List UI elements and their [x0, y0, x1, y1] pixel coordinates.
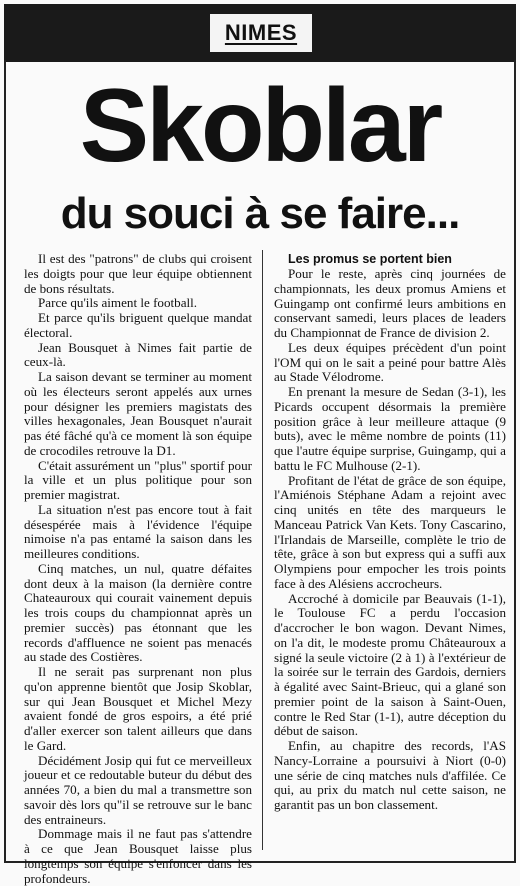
paragraph: En prenant la mesure de Sedan (3-1), les Picards occupent désormais la première position grâce à leur meilleure attaque (9 buts), avec le même nombre de points (11) que l'autre équipe surprise, Guingamp, qui a battu le FC Mulhouse (2-1).	[274, 384, 506, 473]
paragraph: Parce qu'ils aiment le football.	[38, 295, 198, 311]
paragraph: Et parce qu'ils briguent quelque mandat électoral.	[24, 310, 252, 340]
paragraph: Il est des "patrons" de clubs qui croisent les doigts pour que leur équipe obtiennent de bons résultats.	[24, 251, 252, 296]
paragraph: Il ne serait pas surprenant non plus qu'on apprenne bientôt que Josip Skoblar, sur qui Jean Bousquet et Michel Mezy avaient fondé de gros espoirs, a été prié d'aller exercer son talent ailleurs que dans le Gard.	[24, 664, 252, 753]
section-label-text: NIMES	[224, 20, 298, 45]
subheadline: du souci à se faire...	[60, 189, 460, 238]
paragraph: Décidément Josip qui fut ce merveilleux joueur et ce redoutable buteur du début des années 70, a bien du mal a transmettre son savoir dès lors qu"il se retrouve sur le banc des entraineurs.	[24, 752, 252, 827]
paragraph: La situation n'est pas encore tout à fait désespérée mais à l'évidence l'équipe nimoise n'a pas entamé la saison dans les meilleures conditions.	[24, 501, 252, 561]
right-column	[274, 252, 506, 813]
paragraph: Cinq matches, un nul, quatre défaites dont deux à la maison (la dernière contre Chateauroux qui courait vainement depuis les trois coups du championnat après un premier succès) pas étonnant que les records d'affluence ne soient pas menacés au stade des Costières.	[24, 560, 252, 665]
paragraph: C'était assurément un "plus" sportif pour la ville et un plus politique pour son premier magistrat.	[24, 457, 252, 502]
paragraph: Accroché à domicile par Beauvais (1-1), le Toulouse FC a perdu l'occasion d'accrocher le bon wagon. Devant Nimes, on l'a dit, le modeste promu Châteauroux a signé la seule victoire (2 à 1) à l'extérieur de la soirée sur le terrain des Gardois, derniers à égalité avec Saint-Brieuc, qui a glané son premier point de la saison à Saint-Ouen, contre le Red Star (1-1), autre déception du début de saison.	[274, 590, 506, 739]
paragraph: Les deux équipes précèdent d'un point l'OM qui on le sait a peiné pour battre Alès au Stade Vélodrome.	[274, 339, 506, 385]
paragraph: Pour le reste, après cinq journées de championnats, les deux promus Amiens et Guingamp ont confirmé leurs ambitions en conservant samedi, leurs places de leaders du Championnat de France de division 2.	[274, 266, 506, 340]
column-divider	[262, 250, 263, 850]
section-subtitle: Les promus se portent bien	[288, 252, 452, 266]
paragraph: Profitant de l'état de grâce de son équipe, l'Amiénois Stéphane Adam a rejoint avec cinq unités en tête des marqueurs le Manceau Patrick Van Kets. Tony Cascarino, l'Irlandais de Marseille, complète le trio de tête, grâce à son but express qui a suffi aux Olympiens pour empocher les trois points face à des Alésiens accrocheurs.	[274, 472, 506, 591]
paragraph: Dommage mais il ne faut pas s'attendre à ce que Jean Bousquet laisse plus longtemps son équipe s'enfoncer dans les profondeurs.	[24, 826, 252, 886]
paragraph: Jean Bousquet à Nimes fait partie de ceux-là.	[24, 339, 252, 370]
paragraph: Enfin, au chapitre des records, l'AS Nancy-Lorraine a poursuivi à Niort (0-0) une série de cinq matches nuls d'affilée. Ce qui, au prix du match nul cette saison, ne garantit pas un bon classement.	[274, 738, 506, 812]
left-column	[24, 252, 252, 886]
paragraph: La saison devant se terminer au moment où les électeurs seront appelés aux urnes pour désigner les premiers magistats des villes hexagonales, Jean Bousquet n'aurait pas été fâché qu'à ce moment là son équipe de crocodiles retrouve la D1.	[24, 369, 252, 458]
headline: Skoblar	[79, 68, 441, 184]
section-label	[210, 14, 312, 52]
